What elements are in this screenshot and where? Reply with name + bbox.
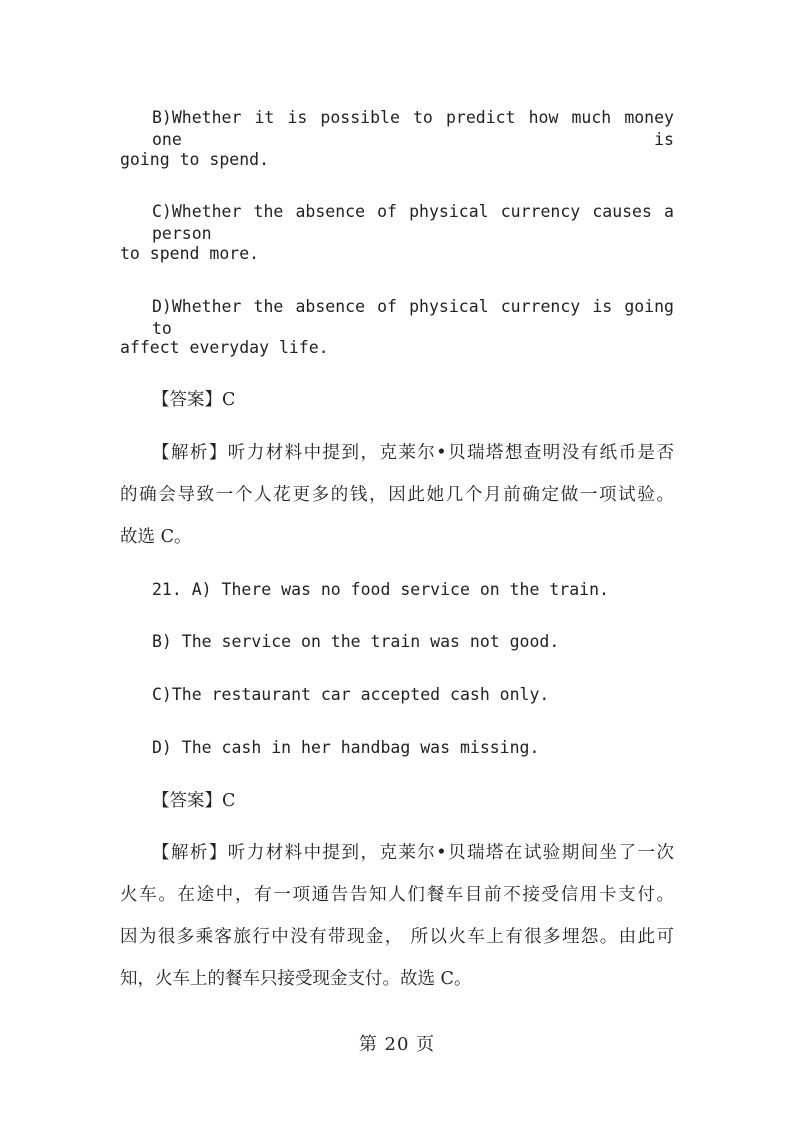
question-21-option-d: D) The cash in her handbag was missing. — [152, 738, 540, 757]
option-b-line-2: going to spend. — [120, 150, 270, 169]
question-21-option-c: C)The restaurant car accepted cash only. — [152, 685, 550, 704]
analysis-2-line-2: 火车。在途中，有一项通告告知人们餐车目前不接受信用卡支付。 — [120, 885, 674, 905]
analysis-2-line-4: 知，火车上的餐车只接受现金支付。故选 C。 — [120, 969, 472, 989]
option-b-line-1: B)Whether it is possible to predict how much money one is — [152, 108, 674, 149]
option-d-line-2: affect everyday life. — [120, 338, 329, 357]
question-21-option-a: 21. A) There was no food service on the train. — [152, 580, 609, 599]
option-c-line-1: C)Whether the absence of physical currency causes a person — [152, 202, 674, 243]
answer-label: 【答案】C — [152, 390, 236, 410]
option-d-line-1: D)Whether the absence of physical currency is going to — [152, 297, 674, 338]
analysis-1-line-1: 【解析】听力材料中提到，克莱尔•贝瑞塔想查明没有纸币是否 — [152, 443, 674, 463]
option-c-line-2: to spend more. — [120, 244, 260, 263]
question-21-option-b: B) The service on the train was not good. — [152, 632, 560, 651]
analysis-1-line-2: 的确会导致一个人花更多的钱，因此她几个月前确定做一项试验。 — [120, 485, 674, 505]
analysis-1-line-3: 故选 C。 — [120, 527, 192, 547]
analysis-2-line-3: 因为很多乘客旅行中没有带现金， 所以火车上有很多埋怨。由此可 — [120, 927, 674, 947]
page-number: 第 20 页 — [358, 1034, 436, 1055]
answer-label: 【答案】C — [152, 791, 236, 811]
analysis-2-line-1: 【解析】听力材料中提到，克莱尔•贝瑞塔在试验期间坐了一次 — [152, 843, 674, 863]
